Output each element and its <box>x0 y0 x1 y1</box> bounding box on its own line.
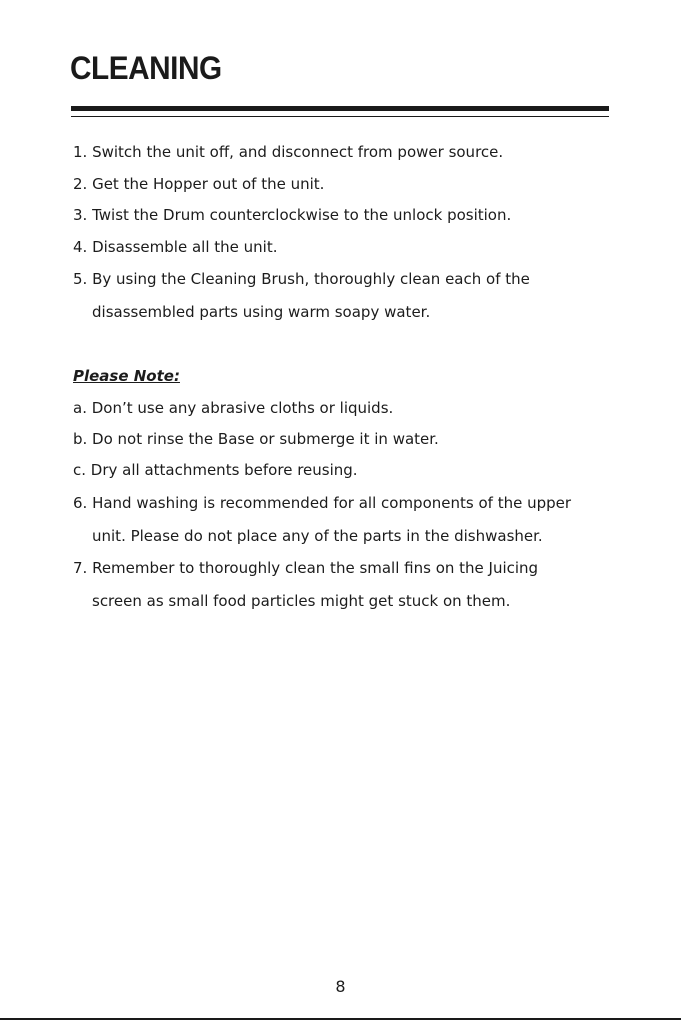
page-number: 8 <box>335 977 346 996</box>
title-divider-thin <box>71 116 609 117</box>
step-4: 4. Disassemble all the unit. <box>73 238 278 256</box>
step-5-continued: disassembled parts using warm soapy water. <box>92 303 431 321</box>
step-5: 5. By using the Cleaning Brush, thoroughly clean each of the <box>73 270 530 288</box>
step-7-continued: screen as small food particles might get stuck on them. <box>92 592 511 610</box>
title-divider-thick <box>71 106 609 111</box>
step-6-continued: unit. Please do not place any of the parts in the dishwasher. <box>92 527 543 545</box>
step-3: 3. Twist the Drum counterclockwise to the unlock position. <box>73 206 512 224</box>
step-7: 7. Remember to thoroughly clean the small fins on the Juicing <box>73 559 539 577</box>
step-1: 1. Switch the unit off, and disconnect from power source. <box>73 143 504 161</box>
step-2: 2. Get the Hopper out of the unit. <box>73 175 325 193</box>
page-bottom-border <box>0 1018 681 1020</box>
note-b: b. Do not rinse the Base or submerge it in water. <box>73 430 439 448</box>
page-title: CLEANING <box>70 50 222 86</box>
step-6: 6. Hand washing is recommended for all components of the upper <box>73 494 572 512</box>
note-heading: Please Note: <box>73 367 180 385</box>
note-a: a. Don’t use any abrasive cloths or liquids. <box>73 399 394 417</box>
note-c: c. Dry all attachments before reusing. <box>73 461 358 479</box>
